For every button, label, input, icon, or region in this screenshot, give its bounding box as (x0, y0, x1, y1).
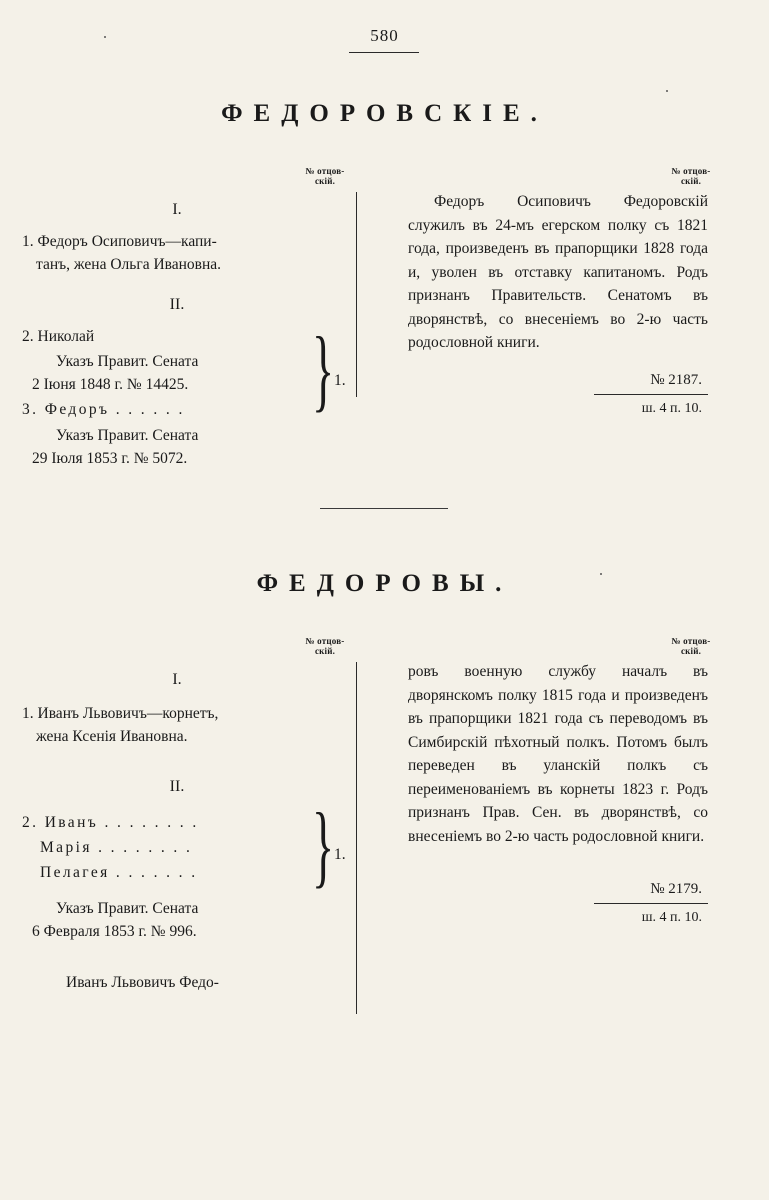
page-number-rule (349, 52, 419, 53)
decree-line: 6 Февраля 1853 г. № 996. (32, 922, 197, 940)
left-column-header-line2: скій. (314, 176, 336, 187)
page-speck (666, 90, 668, 92)
left-column-header (294, 166, 356, 187)
reference-number: № 2179. (650, 881, 702, 898)
generation-label-i: I. (172, 201, 182, 218)
left-column-header-line2: скій. (314, 646, 336, 657)
left-column-header-line1: № отцов- (305, 166, 345, 176)
right-column-header-line2: скій. (680, 176, 702, 187)
shelf-mark: ш. 4 п. 10. (594, 394, 708, 419)
column-separator-rule (356, 192, 357, 397)
surname-heading: ФЕДОРОВСКІЕ. (221, 100, 548, 127)
person-entry-line: 2. Николай (22, 327, 95, 345)
decree-note (22, 897, 332, 944)
section-divider (320, 508, 448, 509)
shelf-mark: ш. 4 п. 10. (594, 903, 708, 928)
person-entry-line: жена Ксенія Ивановна. (36, 728, 188, 746)
father-number: 1. (334, 845, 346, 863)
genealogy-left-column (22, 192, 346, 467)
biography-text: Федоръ Осиповичъ Федоровскій служилъ въ 24-мъ егерском полку съ 1821 года, произведенъ въ прапорщики 1828 года и, уволен въ отставку капитаномъ. Родъ признанъ Правительств. Сенатомъ въ дворянствѣ, со внесеніемъ во 2-ю часть родословной книги. (408, 193, 708, 352)
person-entry-line: танъ, жена Ольга Ивановна. (36, 256, 222, 274)
decree-line: 29 Іюля 1853 г. № 5072. (32, 449, 188, 467)
person-entry (22, 836, 332, 859)
person-entry (22, 861, 332, 884)
person-entry-line: Марія . . . . . . . . (40, 838, 193, 856)
person-entry (22, 702, 332, 749)
genealogy-left-column (22, 662, 346, 996)
generation-ii-entries (22, 317, 346, 467)
left-column-header (294, 636, 356, 657)
column-separator-rule (356, 662, 357, 1014)
person-entry-line: 1. Федоръ Осиповичъ—капи- (22, 233, 217, 250)
person-entry (22, 398, 332, 421)
decree-line: Указъ Правит. Сената (56, 899, 199, 917)
grouping-brace: } (312, 793, 335, 896)
right-column-header (660, 636, 722, 657)
grouping-brace: } (312, 317, 335, 420)
generation-label-i: I. (172, 671, 182, 688)
person-entry-line: Пелагея . . . . . . . (40, 864, 198, 881)
biography-continuation-left: Иванъ Львовичъ Федо- (66, 974, 219, 991)
record-section-fedorovy (0, 570, 769, 991)
decree-line: Указъ Правит. Сената (56, 352, 199, 370)
biography-text: ровъ военную службу началъ въ дворянскомъ полку 1815 года и произведенъ въ прапорщики 1821 года съ переводомъ въ Симбирскій пѣхотный полкъ. Потомъ былъ переведен въ уланскій полкъ съ переименованіемъ въ корнеты 1823 г. Родъ признанъ Прав. Сен. въ дворянствѣ, со внесеніемъ во 2-ю часть родословной книги. (408, 663, 708, 845)
generation-label-ii: II. (169, 777, 185, 795)
generation-label-ii: II. (169, 295, 185, 313)
page-number: 580 (370, 26, 399, 45)
person-entry-line: 1. Иванъ Львовичъ—корнетъ, (22, 705, 219, 722)
person-entry (22, 230, 332, 277)
person-entry (22, 325, 332, 348)
surname-heading: ФЕДОРОВЫ. (256, 570, 513, 597)
person-entry-line: 2. Иванъ . . . . . . . . (22, 813, 199, 831)
left-column-header-line1: № отцов- (305, 636, 345, 646)
decree-note (22, 350, 332, 397)
decree-line: Указъ Правит. Сената (56, 426, 199, 444)
right-column-header (660, 166, 722, 187)
biography-right-column (408, 190, 708, 419)
decree-note (22, 424, 332, 471)
generation-ii-entries (22, 793, 346, 897)
decree-line: 2 Іюня 1848 г. № 14425. (32, 376, 189, 393)
record-section-fedorovskie (0, 100, 769, 467)
reference-number: № 2187. (650, 371, 702, 388)
person-entry-line: 3. Федоръ . . . . . . (22, 401, 185, 419)
right-column-header-line2: скій. (680, 646, 702, 657)
biography-right-column (408, 660, 708, 928)
right-column-header-line1: № отцов- (671, 636, 711, 646)
father-number: 1. (334, 371, 346, 389)
right-column-header-line1: № отцов- (671, 166, 711, 176)
person-entry (22, 811, 332, 834)
